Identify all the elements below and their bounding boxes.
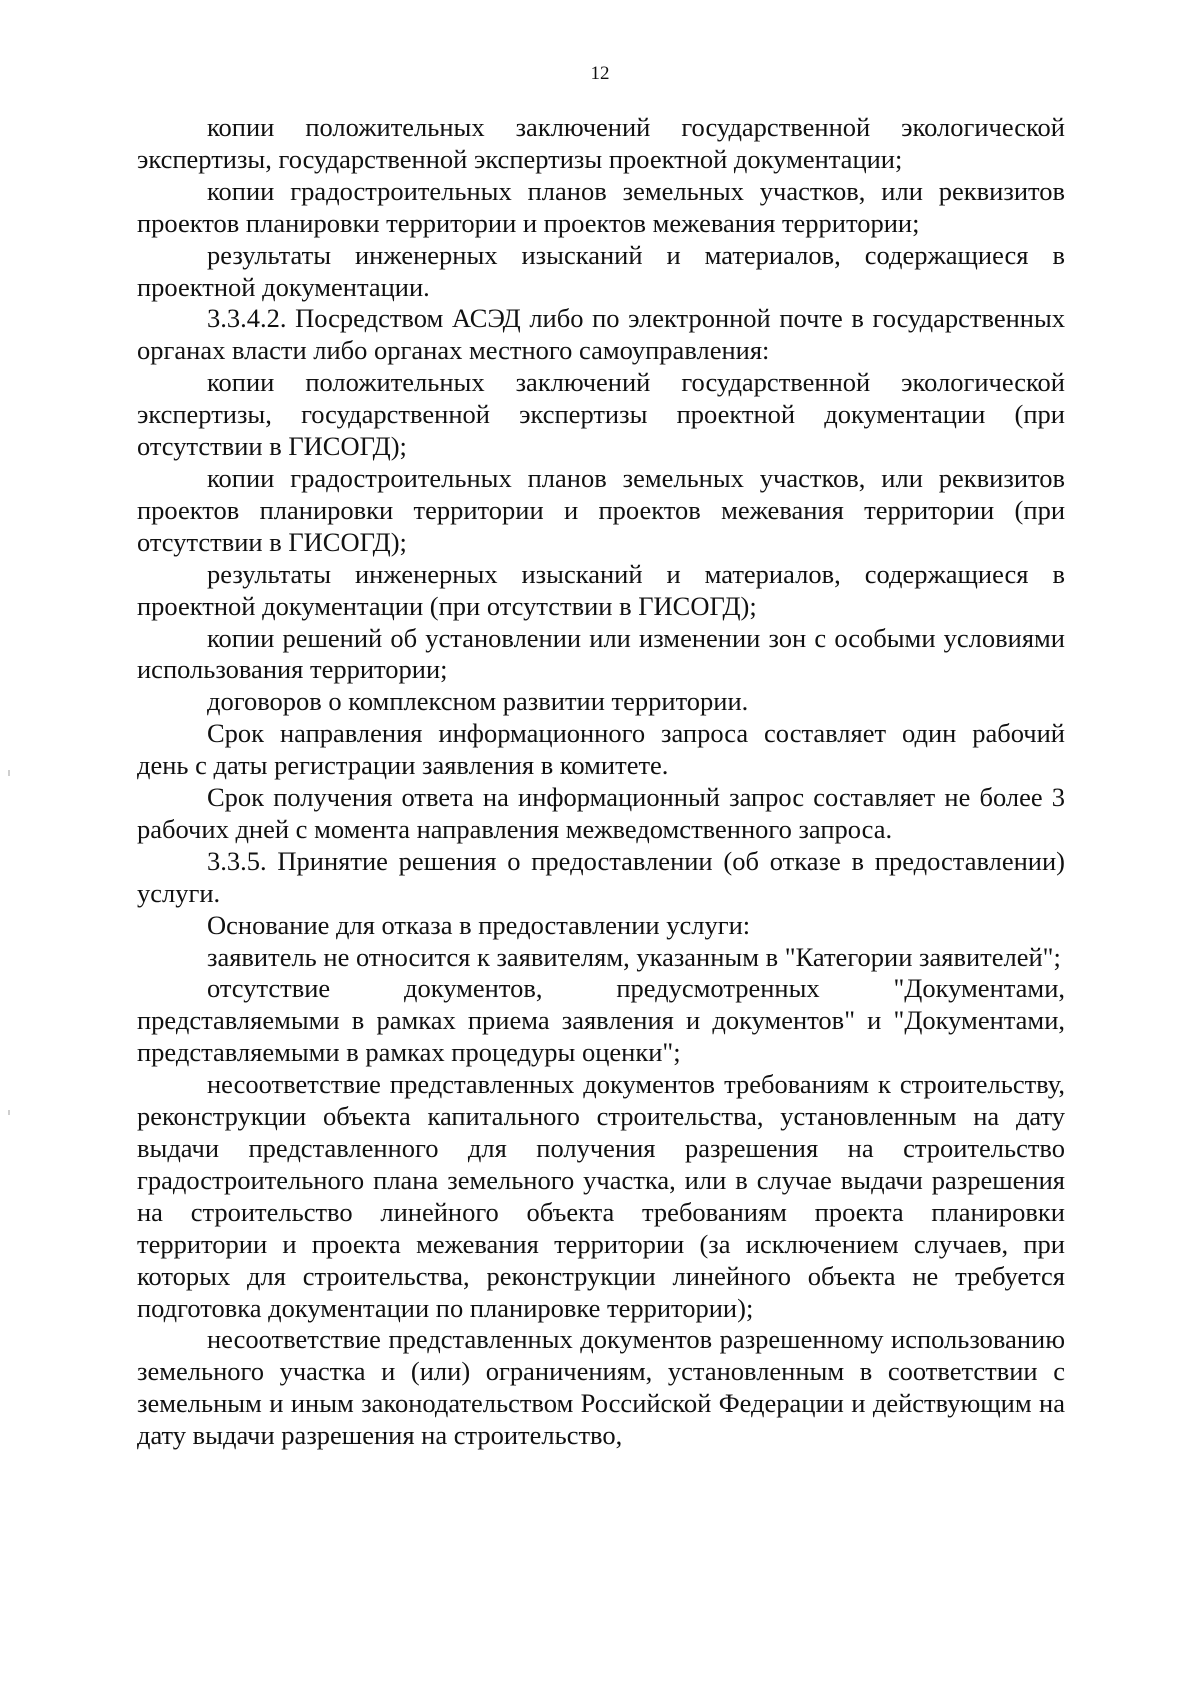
paragraph: копии положительных заключений государственной экологической экспертизы, государственной экспертизы проектной документации; bbox=[137, 112, 1065, 174]
paragraph: копии положительных заключений государственной экологической экспертизы, государственной экспертизы проектной документации (при отсутствии в ГИСОГД); bbox=[137, 367, 1065, 462]
paragraph: Срок направления информационного запроса составляет один рабочий день с даты регистрации заявления в комитете. bbox=[137, 718, 1065, 781]
paragraph: заявитель не относится к заявителям, указанным в "Категории заявителей"; bbox=[207, 941, 1061, 972]
paragraph: несоответствие представленных документов требованиям к строительству, реконструкции объекта капитального строительства, установленным на дату выдачи представленного для получения разрешения на строительство градостроительного плана земельного участка, или в случае выдачи разрешения на строительство линейного объекта требованиям проекта планировки территории и проекта межевания территории (за исключением случаев, при которых для строительства, реконструкции линейного объекта не требуется подготовка документации по планировке территории); bbox=[137, 1069, 1065, 1323]
paragraph: результаты инженерных изысканий и материалов, содержащиеся в проектной документации. bbox=[137, 239, 1065, 302]
scan-margin-mark bbox=[8, 1110, 10, 1115]
paragraph: Срок получения ответа на информационный запрос составляет не более 3 рабочих дней с момента направления межведомственного запроса. bbox=[137, 782, 1065, 844]
paragraph: копии градостроительных планов земельных участков, или реквизитов проектов планировки территории и проектов межевания территории; bbox=[137, 175, 1065, 238]
paragraph: отсутствие документов, предусмотренных "Документами, представляемыми в рамках приема заявления и документов" и "Документами, представляемыми в рамках процедуры оценки"; bbox=[137, 973, 1065, 1068]
paragraph: Основание для отказа в предоставлении услуги: bbox=[207, 909, 751, 940]
section-heading-3-3-4-2: 3.3.4.2. Посредством АСЭД либо по электронной почте в государственных органах власти либо органах местного самоуправления: bbox=[137, 303, 1065, 366]
paragraph: результаты инженерных изысканий и материалов, содержащиеся в проектной документации (при отсутствии в ГИСОГД); bbox=[137, 558, 1065, 621]
paragraph: несоответствие представленных документов разрешенному использованию земельного участка и (или) ограничениям, установленным в соответствии с земельным и иным законодательством Российской Федерации и действующим на дату выдачи разрешения на строительство, bbox=[137, 1324, 1065, 1451]
scan-margin-mark bbox=[8, 770, 10, 776]
document-body bbox=[137, 112, 1065, 1452]
section-heading-3-3-5: 3.3.5. Принятие решения о предоставлении (об отказе в предоставлении) услуги. bbox=[137, 845, 1065, 908]
paragraph: копии решений об установлении или изменении зон с особыми условиями использования территории; bbox=[137, 622, 1065, 685]
page-number: 12 bbox=[590, 63, 610, 84]
paragraph: копии градостроительных планов земельных участков, или реквизитов проектов планировки территории и проектов межевания территории (при отсутствии в ГИСОГД); bbox=[137, 462, 1065, 557]
paragraph: договоров о комплексном развитии территории. bbox=[207, 686, 749, 717]
